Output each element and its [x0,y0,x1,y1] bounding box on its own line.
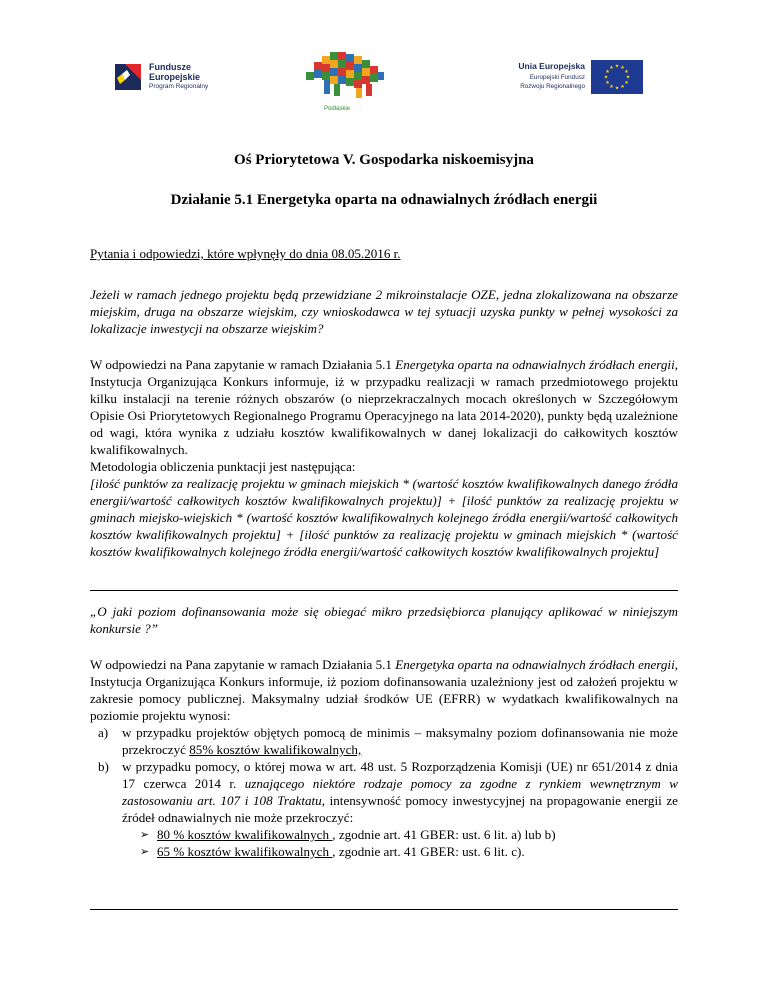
arrow-bullet-icon: ➢ [140,828,150,841]
answer-2-paragraph [90,656,678,724]
svg-text:★: ★ [605,80,610,86]
answer-2-text-c: , Instytucja Organizująca Konkurs informuje, iż poziom dofinansowania uzależniony jest od założeń projektu w zakresie pomocy publicznej. Maksymalny udział środków UE (EFRR) w wydatkach kwalifikowalnych na poziomie projektu wynosi: [90,657,678,723]
podlaskie-label: Podlaskie [324,106,351,112]
list-item [140,826,678,843]
podlaskie-logo [300,42,400,122]
fundusze-europejskie-logo [113,60,233,100]
page-title-line1: Oś Priorytetowa V. Gospodarka niskoemisyjna [234,152,534,168]
item-a-text: w przypadku projektów objętych pomocą de minimis – maksymalny poziom dofinansowania nie może przekroczyć [122,725,678,757]
methodology-formula: [ilość punktów za realizację projektu w gminach miejskich * (wartość kosztów kwalifikowalnych danego źródła energii/wartość całkowitych kosztów kwalifikowalnych projektu)] + [ilość punktów za realizację projektu w gminach miejsko-wiejskich * (wartość kosztów kwalifikowalnych kolejnego źródła energii/wartość całkowitych kosztów kwalifikowalnych projektu] + [ilość punktów za realizację projektu w gminach miejskich * (wartość kosztów kwalifikowalnych kolejnego źródła energii/wartość całkowitych kosztów kwalifikowalnych projektu] [90,476,678,559]
svg-text:★: ★ [603,74,609,81]
bullet-2-text: , zgodnie art. 41 GBER: ust. 6 lit. c). [332,844,525,859]
answer-1-paragraph [90,356,678,458]
bullet-1-limit: 80 % kosztów kwalifikowalnych [157,827,333,842]
divider-1 [90,590,678,591]
item-b-text-2: , intensywność pomocy inwestycyjnej na propagowanie energii ze źródeł odnawialnych nie może przekroczyć: [122,793,678,825]
fe-line1: Fundusze [149,62,191,72]
list-item [140,843,678,860]
svg-text:★: ★ [614,85,620,92]
bison-icon [300,42,400,108]
action-name: Energetyka oparta na odnawialnych źródłach energii [395,357,675,372]
svg-text:★: ★ [620,84,625,90]
answer-1-text-c: , Instytucja Organizująca Konkurs informuje, iż w przypadku realizacji w ramach przedmiotowego projektu kilku instalacji na terenie różnych obszarów (o nieprzekraczalnych mocach określonych w Szczegółowym Opisie Osi Priorytetowych Regionalnego Programu Operacyjnego na lata 2014-2020), punkty będą uzależnione od wagi, która wynika z udziału kosztów kwalifikowalnych w danej lokalizacji do całkowitych kosztów kwalifikowalnych. [90,357,678,457]
methodology-label: Metodologia obliczenia punktacji jest następująca: [90,459,356,474]
answer-1 [90,356,678,560]
question-1: Jeżeli w ramach jednego projektu będą przewidziane 2 mikroinstalacje OZE, jedna zlokalizowana na obszarze miejskim, druga na obszarze wiejskim, czy wnioskodawca w tej sytuacji uzyska punkty w pełnej wysokości za lokalizacje inwestycji na obszarze wiejskim? [90,287,678,336]
question-2: „O jaki poziom dofinansowania może się obiegać mikro przedsiębiorca planujący aplikować w niniejszym konkursie ?” [90,604,678,636]
list-marker: a) [98,725,109,740]
svg-text:★: ★ [625,74,631,81]
list-item [90,724,678,758]
logo-bar [0,40,768,130]
svg-text:★: ★ [620,65,625,71]
svg-text:★: ★ [614,63,620,70]
bullet-2-limit: 65 % kosztów kwalifikowalnych [157,844,333,859]
bullet-1-text: , zgodnie art. 41 GBER: ust. 6 lit. a) lub b) [332,827,556,842]
answer-1-text-a: W odpowiedzi na Pana zapytanie w ramach Działania 5.1 [90,357,396,372]
regulation-title: uznającego niektóre rodzaje pomocy za zgodne z rynkiem wewnętrznym w zastosowaniu art. 107 i 108 Traktatu [122,776,678,808]
svg-text:★: ★ [609,84,614,90]
fe-text [149,62,208,92]
item-a-limit: 85% kosztów kwalifikowalnych, [189,742,362,757]
ue-line1: Unia Europejska [518,61,585,71]
page-title-line2: Działanie 5.1 Energetyka oparta na odnawialnych źródłach energii [170,192,598,208]
eu-flag-icon [591,60,643,94]
action-name-2: Energetyka oparta na odnawialnych źródłach energii [395,657,675,672]
svg-text:★: ★ [624,69,629,75]
unia-europejska-logo [497,60,667,100]
ue-line3: Rozwoju Regionalnego [520,83,585,90]
list-item [90,758,678,826]
ue-line2: Europejski Fundusz [529,74,585,81]
answer-2 [90,656,678,860]
svg-text:★: ★ [609,65,614,71]
ue-text [497,62,585,91]
list-marker: b) [98,759,109,774]
fe-line3: Program Regionalny [149,83,209,90]
fe-line2: Europejskie [149,72,201,82]
svg-text:★: ★ [605,69,610,75]
funding-list [90,724,678,826]
answer-2-text-a: W odpowiedzi na Pana zapytanie w ramach Działania 5.1 [90,657,396,672]
item-b-text: w przypadku pomocy, o której mowa w art. 48 ust. 5 Rozporządzenia Komisji (UE) nr 651/2014 z dnia 17 czerwca 2014 r. [122,759,678,791]
fe-star-icon [113,60,147,94]
svg-text:★: ★ [624,80,629,86]
questions-heading: Pytania i odpowiedzi, które wpłynęły do dnia 08.05.2016 r. [90,246,401,261]
divider-2 [90,909,678,910]
intensity-list [90,826,678,860]
arrow-bullet-icon: ➢ [140,845,150,858]
